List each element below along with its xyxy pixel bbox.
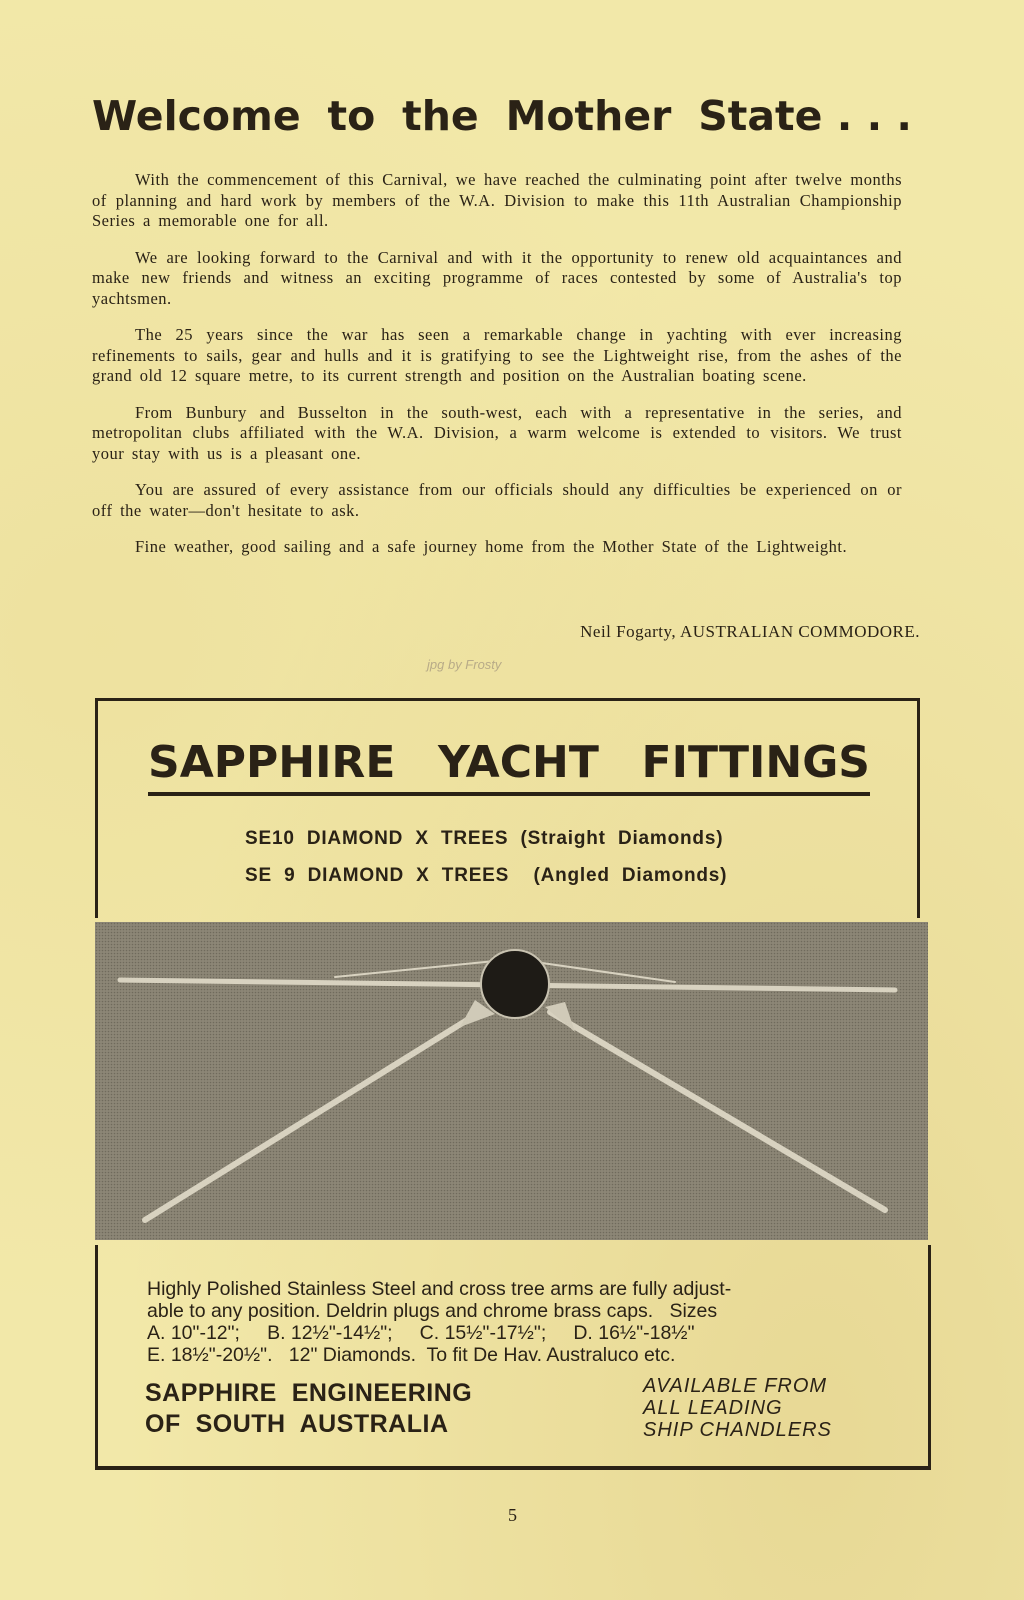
availability-line: SHIP CHANDLERS <box>643 1419 832 1441</box>
paragraph: The 25 years since the war has seen a remarkable change in yachting with ever increasing refinements to sails, gear and hulls and it is gratifying to see the Lightweight rise, from the ashes of the grand old 12 square metre, to its current strength and position on the Australian boating scene. <box>92 325 902 385</box>
ad-title-word: FITTINGS <box>641 737 870 788</box>
paragraph: Fine weather, good sailing and a safe journey home from the Mother State of the Lightweight. <box>135 537 848 556</box>
availability-line: ALL LEADING <box>643 1397 783 1419</box>
product-line-1: SE10 DIAMOND X TREES (Straight Diamonds) <box>245 828 724 849</box>
description-line: Highly Polished Stainless Steel and cross tree arms are fully adjust- <box>147 1278 732 1300</box>
description-line: able to any position. Deldrin plugs and chrome brass caps. Sizes <box>147 1300 718 1322</box>
signature: Neil Fogarty, AUSTRALIAN COMMODORE. <box>580 622 920 641</box>
product-description <box>147 1278 882 1366</box>
page-number: 5 <box>508 1505 517 1525</box>
product-photo <box>95 922 928 1240</box>
spreader-image <box>95 922 928 1240</box>
availability-line: AVAILABLE FROM <box>643 1375 828 1397</box>
title-word: to <box>327 92 376 140</box>
description-line: E. 18½"-20½". 12" Diamonds. To fit De Hav. Australuco etc. <box>147 1344 676 1366</box>
availability <box>643 1375 832 1441</box>
paragraph: We are looking forward to the Carnival and with it the opportunity to renew old acquaintances and make new friends and witness an exciting programme of races contested by some of Australia's top yachtsmen. <box>92 247 902 308</box>
company-name <box>145 1378 472 1440</box>
product-line-2: SE 9 DIAMOND X TREES (Angled Diamonds) <box>245 865 728 886</box>
watermark: jpg by Frosty <box>427 657 502 672</box>
ad-title <box>148 737 870 796</box>
paragraph: You are assured of every assistance from our officials should any difficulties be experienced on or off the water—don't hesitate to ask. <box>92 480 902 520</box>
paragraph: From Bunbury and Busselton in the south-west, each with a representative in the series, and metropolitan clubs affiliated with the W.A. Division, a warm welcome is extended to visitors. We trust your stay with us is a pleasant one. <box>92 402 902 463</box>
article-body <box>92 170 902 574</box>
title-word: State . . . <box>698 92 912 140</box>
title-word: Mother <box>505 92 672 140</box>
description-line: A. 10"-12"; B. 12½"-14½"; C. 15½"-17½"; D. 16½"-18½" <box>147 1322 695 1344</box>
paragraph: With the commencement of this Carnival, we have reached the culminating point after twelve months of planning and hard work by members of the W.A. Division to make this 11th Australian Championship Series a memorable one for all. <box>92 170 902 230</box>
ad-title-word: SAPPHIRE <box>148 737 396 788</box>
article-title <box>92 92 912 140</box>
title-word: the <box>402 92 479 140</box>
ad-title-word: YACHT <box>438 737 599 788</box>
title-word: Welcome <box>92 92 301 140</box>
company-line: OF SOUTH AUSTRALIA <box>145 1410 449 1438</box>
company-line: SAPPHIRE ENGINEERING <box>145 1379 473 1407</box>
